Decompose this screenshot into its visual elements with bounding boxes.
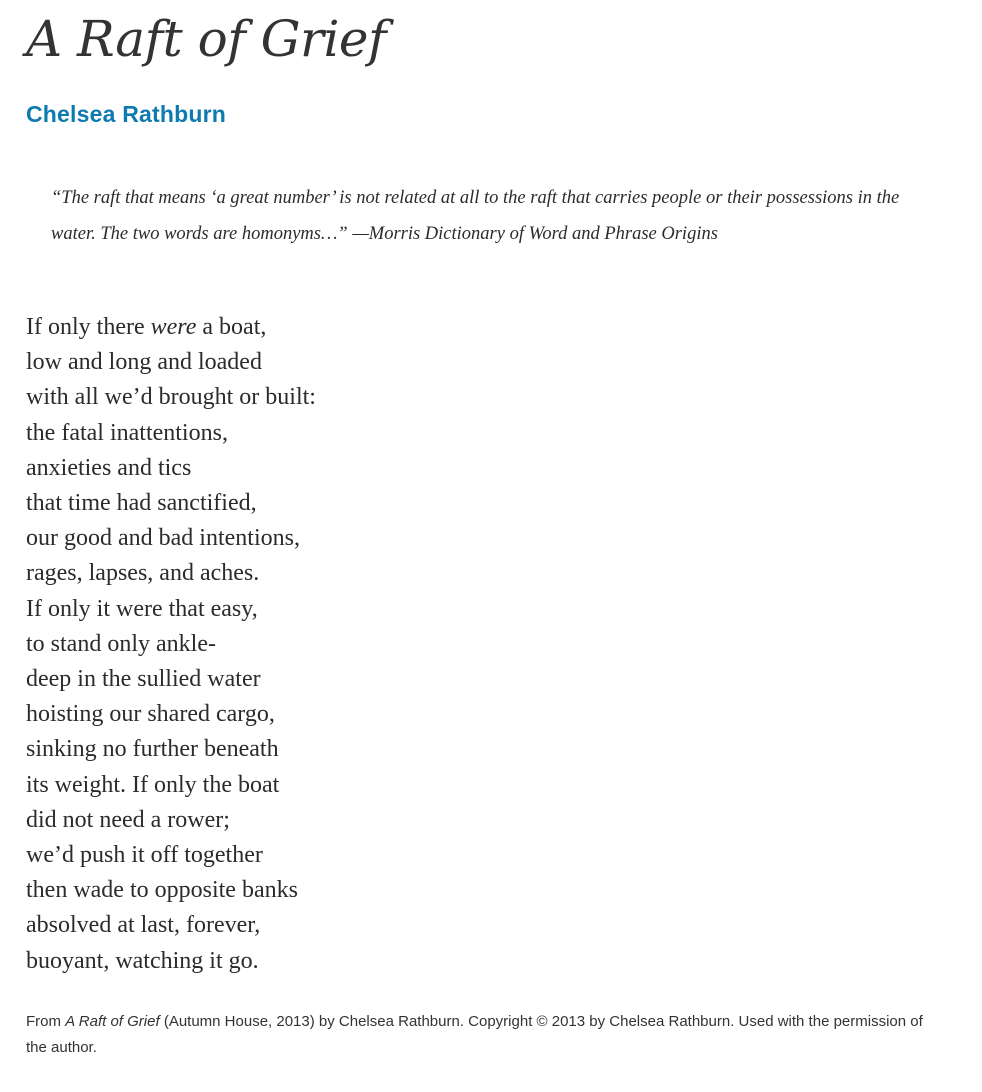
poem-line-text: a boat,	[196, 314, 267, 340]
poem-line: then wade to opposite banks	[26, 877, 298, 904]
poem-line: to stand only ankle-	[26, 630, 216, 657]
poem-line: absolved at last, forever,	[26, 912, 261, 939]
poem-line-text: If only there	[26, 314, 151, 340]
poem-line: anxieties and tics	[26, 454, 192, 481]
poem-line: we’d push it off together	[26, 842, 263, 869]
poem-line: low and long and loaded	[26, 349, 262, 376]
poem-line: deep in the sullied water	[26, 666, 261, 693]
poem-title: A Raft of Grief	[26, 10, 387, 68]
poem-line: rages, lapses, and aches.	[26, 560, 260, 587]
poem-line: If only it were that easy,	[26, 595, 258, 622]
poem-line: with all we’d brought or built:	[26, 384, 316, 411]
poem-line: the fatal inattentions,	[26, 419, 228, 446]
poem-body	[26, 310, 952, 979]
credit-book-title: A Raft of Grief	[65, 1012, 160, 1030]
poem-line: buoyant, watching it go.	[26, 947, 259, 974]
copyright-credit	[26, 1009, 952, 1061]
poem-line-emphasis: were	[150, 314, 197, 340]
poem-line: did not need a rower;	[26, 806, 230, 833]
poem-line: hoisting our shared cargo,	[26, 701, 275, 728]
author-link[interactable]: Chelsea Rathburn	[26, 101, 227, 127]
poem-line: sinking no further beneath	[26, 736, 279, 763]
poem-line: our good and bad intentions,	[26, 525, 300, 552]
poem-line: that time had sanctified,	[26, 490, 257, 517]
poem-line: its weight. If only the boat	[26, 771, 280, 798]
credit-prefix: From	[26, 1012, 66, 1030]
credit-suffix: (Autumn House, 2013) by Chelsea Rathburn. Copyright © 2013 by Chelsea Rathburn. Used with the permission of the author.	[26, 1012, 923, 1056]
epigraph: “The raft that means ‘a great number’ is not related at all to the raft that carries people or their possessions in the water. The two words are homonyms…” —Morris Dictionary of Word and Phrase Origins	[51, 188, 900, 244]
poem-line	[26, 310, 952, 345]
